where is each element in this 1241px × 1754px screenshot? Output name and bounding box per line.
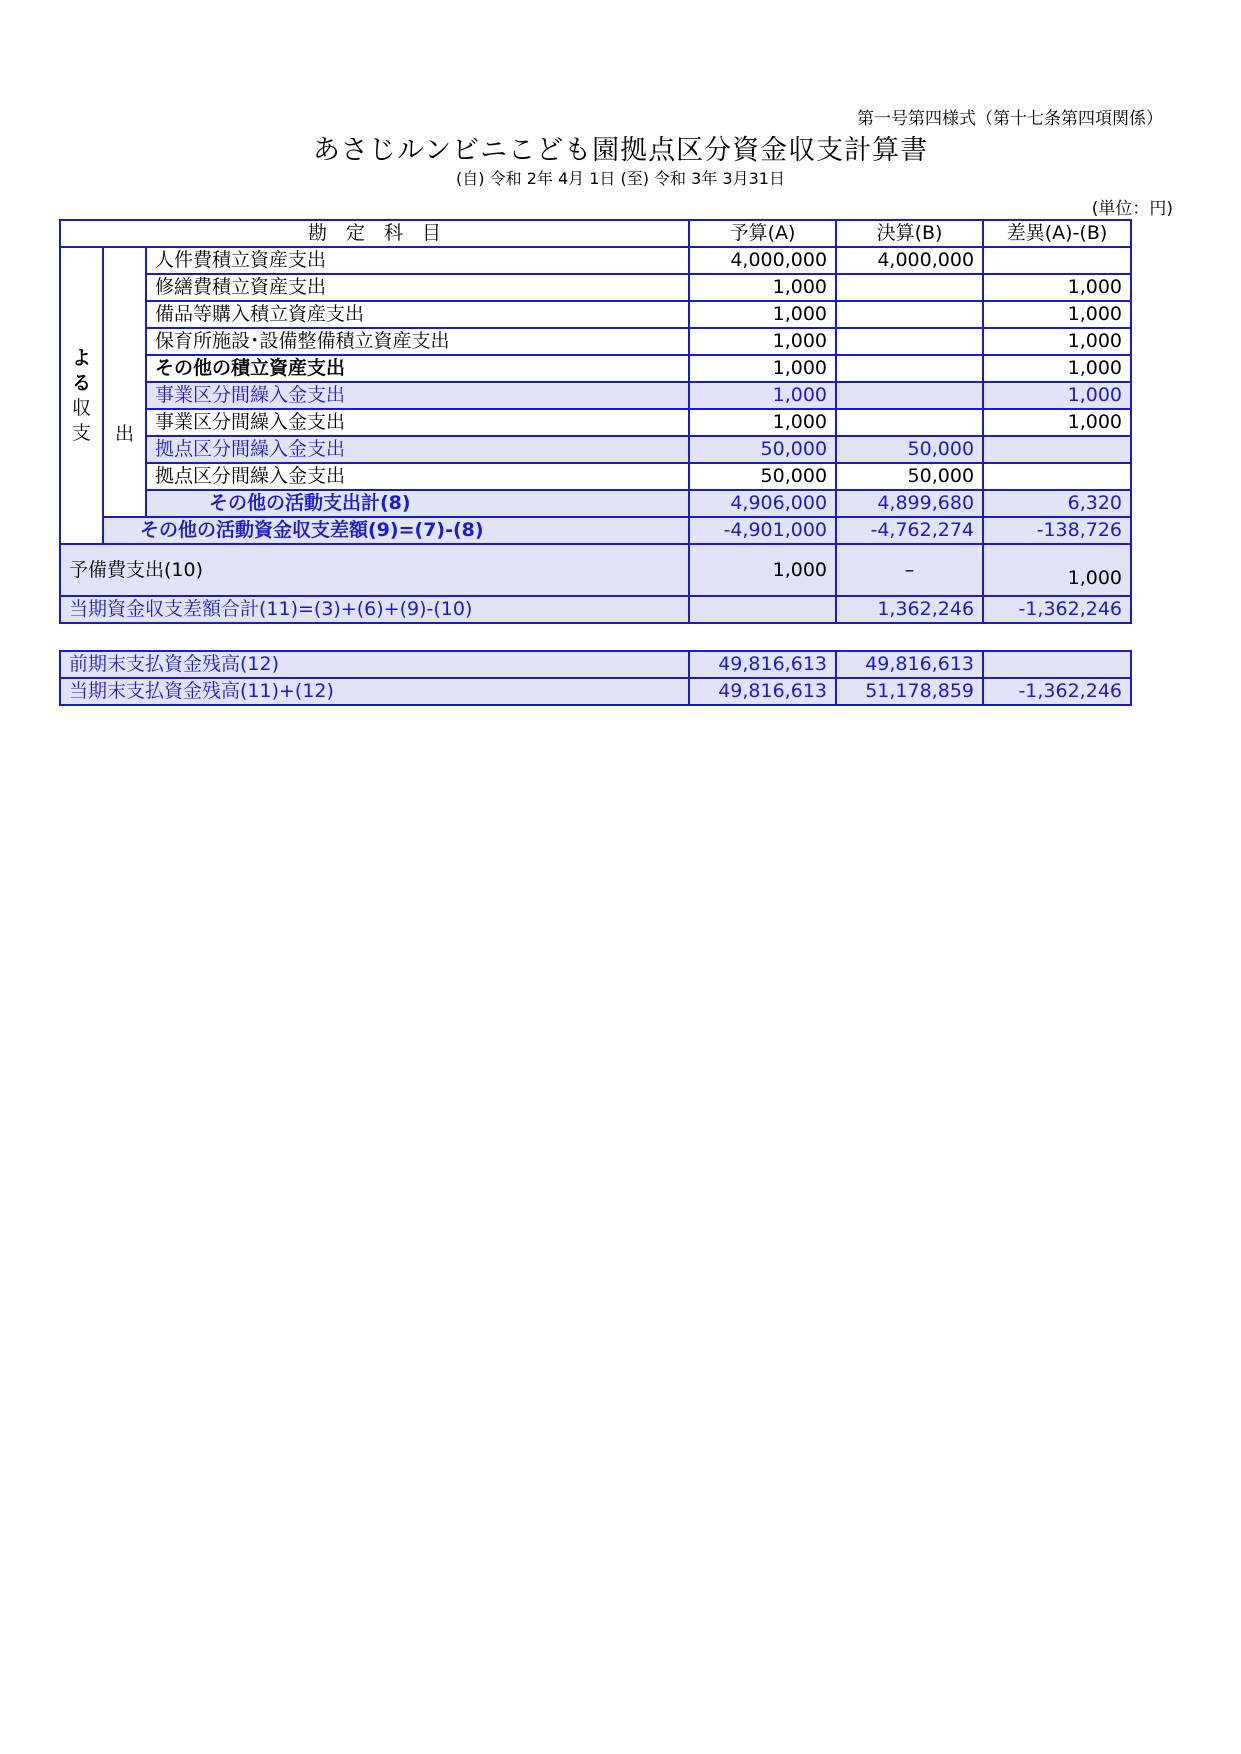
balance-diff: -1,362,246 bbox=[983, 678, 1131, 705]
difference-actual: -4,762,274 bbox=[836, 517, 983, 544]
form-label: 第一号第四様式（第十七条第四項関係） bbox=[857, 109, 1163, 129]
row-budget: 1,000 bbox=[689, 382, 836, 409]
row-actual bbox=[836, 274, 983, 301]
subtotal-actual: 4,899,680 bbox=[836, 490, 983, 517]
row-actual: 50,000 bbox=[836, 463, 983, 490]
reserve-actual: – bbox=[836, 544, 983, 596]
row-diff: 1,000 bbox=[983, 409, 1131, 436]
side-char: る bbox=[71, 371, 91, 394]
balance-label: 当期末支払資金残高(11)+(12) bbox=[60, 678, 689, 705]
subtotal-budget: 4,906,000 bbox=[689, 490, 836, 517]
period-total-row bbox=[60, 596, 1131, 623]
table-row bbox=[60, 328, 1131, 355]
period-total-diff: -1,362,246 bbox=[983, 596, 1131, 623]
subtotal-row bbox=[60, 490, 1131, 517]
row-budget: 1,000 bbox=[689, 301, 836, 328]
balance-budget: 49,816,613 bbox=[689, 678, 836, 705]
document-title: あさじルンビニこども園拠点区分資金収支計算書 bbox=[312, 135, 929, 166]
table-header-row bbox=[60, 220, 1131, 247]
row-actual bbox=[836, 355, 983, 382]
row-actual bbox=[836, 301, 983, 328]
side-char: 収 bbox=[71, 396, 91, 419]
row-actual bbox=[836, 409, 983, 436]
table-row bbox=[60, 355, 1131, 382]
row-label: 拠点区分間繰入金支出 bbox=[146, 436, 689, 463]
difference-budget: -4,901,000 bbox=[689, 517, 836, 544]
row-actual bbox=[836, 382, 983, 409]
fiscal-period: (自) 令和 2年 4月 1日 (至) 令和 3年 3月31日 bbox=[456, 169, 785, 188]
row-label: 保育所施設･設備整備積立資産支出 bbox=[146, 328, 689, 355]
header-diff: 差異(A)-(B) bbox=[983, 220, 1131, 247]
reserve-row bbox=[60, 544, 1131, 596]
row-diff: 1,000 bbox=[983, 301, 1131, 328]
row-actual: 4,000,000 bbox=[836, 247, 983, 274]
table-row bbox=[60, 247, 1131, 274]
side-char: よ bbox=[71, 346, 91, 369]
row-budget: 1,000 bbox=[689, 274, 836, 301]
header-actual: 決算(B) bbox=[836, 220, 983, 247]
table-row-group bbox=[60, 382, 1131, 409]
period-total-budget bbox=[689, 596, 836, 623]
side-char: 支 bbox=[71, 421, 91, 444]
side-char: 出 bbox=[114, 422, 134, 445]
subtotal-label: その他の活動支出計(8) bbox=[146, 490, 689, 517]
row-diff bbox=[983, 436, 1131, 463]
table-row bbox=[60, 274, 1131, 301]
row-diff bbox=[983, 463, 1131, 490]
row-actual: 50,000 bbox=[836, 436, 983, 463]
row-diff: 1,000 bbox=[983, 274, 1131, 301]
balance-table bbox=[59, 650, 1132, 706]
balance-actual: 49,816,613 bbox=[836, 651, 983, 678]
reserve-label: 予備費支出(10) bbox=[60, 544, 689, 596]
row-diff: 1,000 bbox=[983, 328, 1131, 355]
balance-actual: 51,178,859 bbox=[836, 678, 983, 705]
period-total-label: 当期資金収支差額合計(11)=(3)+(6)+(9)-(10) bbox=[60, 596, 689, 623]
row-budget: 1,000 bbox=[689, 328, 836, 355]
balance-row bbox=[60, 651, 1131, 678]
row-label: 事業区分間繰入金支出 bbox=[146, 382, 689, 409]
difference-label: その他の活動資金収支差額(9)=(7)-(8) bbox=[103, 517, 689, 544]
row-diff: 1,000 bbox=[983, 382, 1131, 409]
table-row bbox=[60, 409, 1131, 436]
unit-label: (単位：円) bbox=[1091, 199, 1173, 219]
row-budget: 1,000 bbox=[689, 355, 836, 382]
difference-row bbox=[60, 517, 1131, 544]
side-label-outer bbox=[60, 247, 103, 544]
table-row bbox=[60, 301, 1131, 328]
row-label: 人件費積立資産支出 bbox=[146, 247, 689, 274]
header-account: 勘 定 科 目 bbox=[60, 220, 689, 247]
row-budget: 50,000 bbox=[689, 463, 836, 490]
period-total-actual: 1,362,246 bbox=[836, 596, 983, 623]
side-label-inner bbox=[103, 247, 146, 517]
table-row bbox=[60, 463, 1131, 490]
row-diff: 1,000 bbox=[983, 355, 1131, 382]
row-label: 修繕費積立資産支出 bbox=[146, 274, 689, 301]
row-label: 備品等購入積立資産支出 bbox=[146, 301, 689, 328]
row-label: その他の積立資産支出 bbox=[146, 355, 689, 382]
row-label: 拠点区分間繰入金支出 bbox=[146, 463, 689, 490]
table-row-group bbox=[60, 436, 1131, 463]
row-diff bbox=[983, 247, 1131, 274]
row-actual bbox=[836, 328, 983, 355]
balance-budget: 49,816,613 bbox=[689, 651, 836, 678]
balance-diff bbox=[983, 651, 1131, 678]
balance-row bbox=[60, 678, 1131, 705]
row-budget: 1,000 bbox=[689, 409, 836, 436]
row-label: 事業区分間繰入金支出 bbox=[146, 409, 689, 436]
cashflow-table bbox=[59, 219, 1132, 624]
row-budget: 4,000,000 bbox=[689, 247, 836, 274]
subtotal-diff: 6,320 bbox=[983, 490, 1131, 517]
reserve-diff: 1,000 bbox=[983, 544, 1131, 596]
row-budget: 50,000 bbox=[689, 436, 836, 463]
header-budget: 予算(A) bbox=[689, 220, 836, 247]
difference-diff: -138,726 bbox=[983, 517, 1131, 544]
balance-label: 前期末支払資金残高(12) bbox=[60, 651, 689, 678]
reserve-budget: 1,000 bbox=[689, 544, 836, 596]
